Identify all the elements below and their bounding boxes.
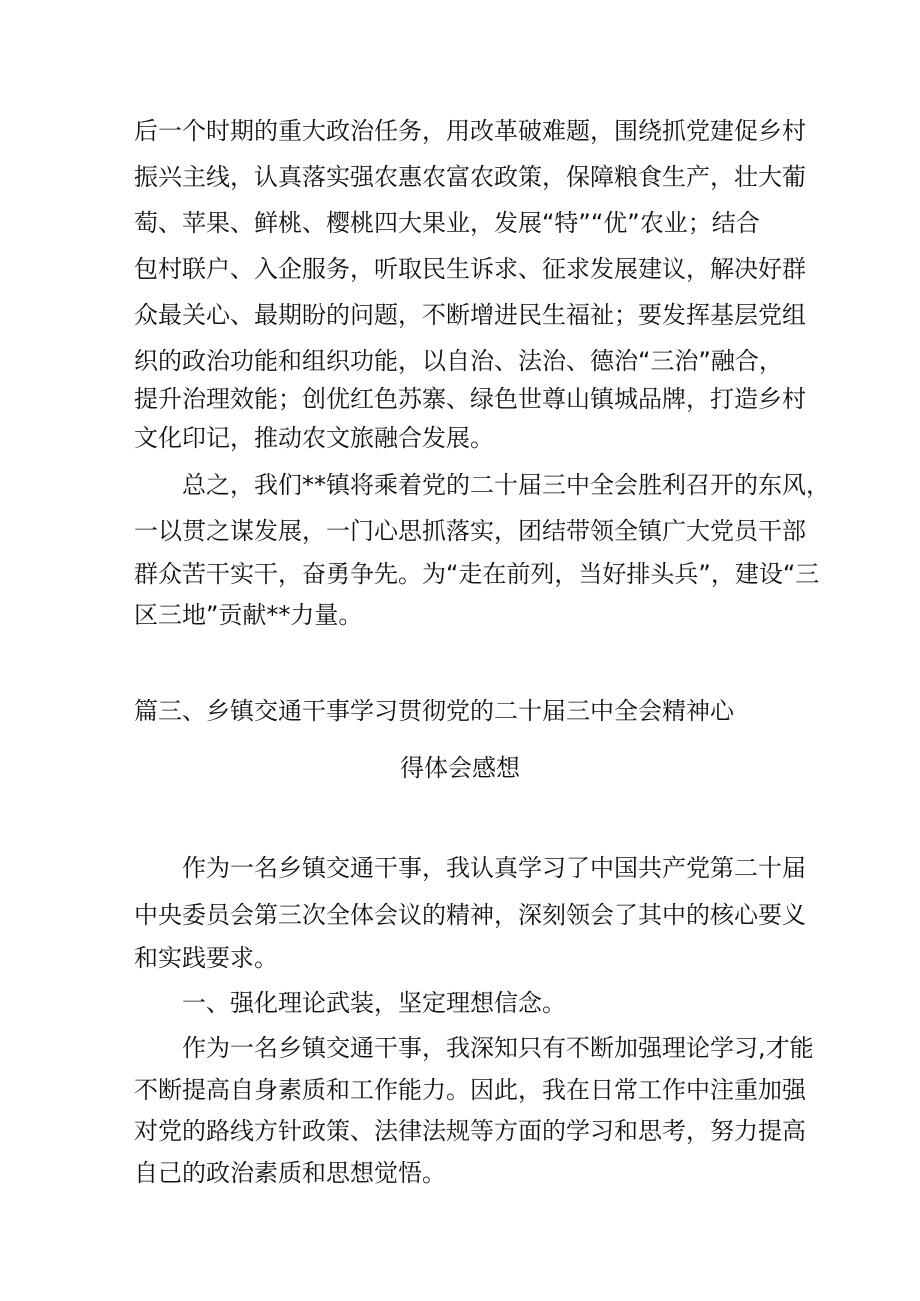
section-heading-line-1: 篇三、乡镇交通干事学习贯彻党的二十届三中全会精神心 <box>134 697 734 725</box>
paragraph-1-line-6: 织的政治功能和组织功能，以自治、法治、德治“三治”融合， <box>134 347 783 375</box>
section-heading-line-2: 得体会感想 <box>400 754 520 782</box>
paragraph-1-line-3: 萄、苹果、鲜桃、樱桃四大果业，发展“特”“优”农业；结合 <box>134 209 760 237</box>
paragraph-4-line-2: 不断提高自身素质和工作能力。因此，我在日常工作中注重加强 <box>134 1076 806 1104</box>
paragraph-1-line-1: 后一个时期的重大政治任务，用改革破难题，围绕抓党建促乡村 <box>134 117 806 145</box>
paragraph-2-line-1: 总之，我们**镇将乘着党的二十届三中全会胜利召开的东风， <box>182 471 830 499</box>
section-1-title: 一、强化理论武装，坚定理想信念。 <box>182 989 566 1017</box>
paragraph-4-line-1: 作为一名乡镇交通干事，我深知只有不断加强理论学习,才能 <box>182 1034 814 1062</box>
paragraph-2-line-2: 一以贯之谋发展，一门心思抓落实，团结带领全镇广大党员干部 <box>134 517 806 545</box>
paragraph-4-line-4: 自己的政治素质和思想觉悟。 <box>134 1159 446 1187</box>
paragraph-1-line-7: 提升治理效能；创优红色苏寨、绿色世尊山镇城品牌，打造乡村 <box>134 385 806 413</box>
paragraph-4-line-3: 对党的路线方针政策、法律法规等方面的学习和思考，努力提高 <box>134 1117 806 1145</box>
paragraph-1-line-5: 众最关心、最期盼的问题，不断增进民生福祉；要发挥基层党组 <box>134 301 806 329</box>
paragraph-2-line-3: 群众苦干实干，奋勇争先。为“走在前列，当好排头兵”，建设“三 <box>134 560 820 588</box>
paragraph-1-line-2: 振兴主线，认真落实强农惠农富农政策，保障粮食生产，壮大葡 <box>134 163 806 191</box>
paragraph-3-line-3: 和实践要求。 <box>134 944 278 972</box>
paragraph-1-line-4: 包村联户、入企服务，听取民生诉求、征求发展建议，解决好群 <box>134 255 806 283</box>
paragraph-3-line-2: 中央委员会第三次全体会议的精神，深刻领会了其中的核心要义 <box>134 901 806 929</box>
paragraph-3-line-1: 作为一名乡镇交通干事，我认真学习了中国共产党第二十届 <box>182 854 806 882</box>
paragraph-1-line-8: 文化印记，推动农文旅融合发展。 <box>134 424 494 452</box>
paragraph-2-line-4: 区三地”贡献**力量。 <box>134 601 363 629</box>
